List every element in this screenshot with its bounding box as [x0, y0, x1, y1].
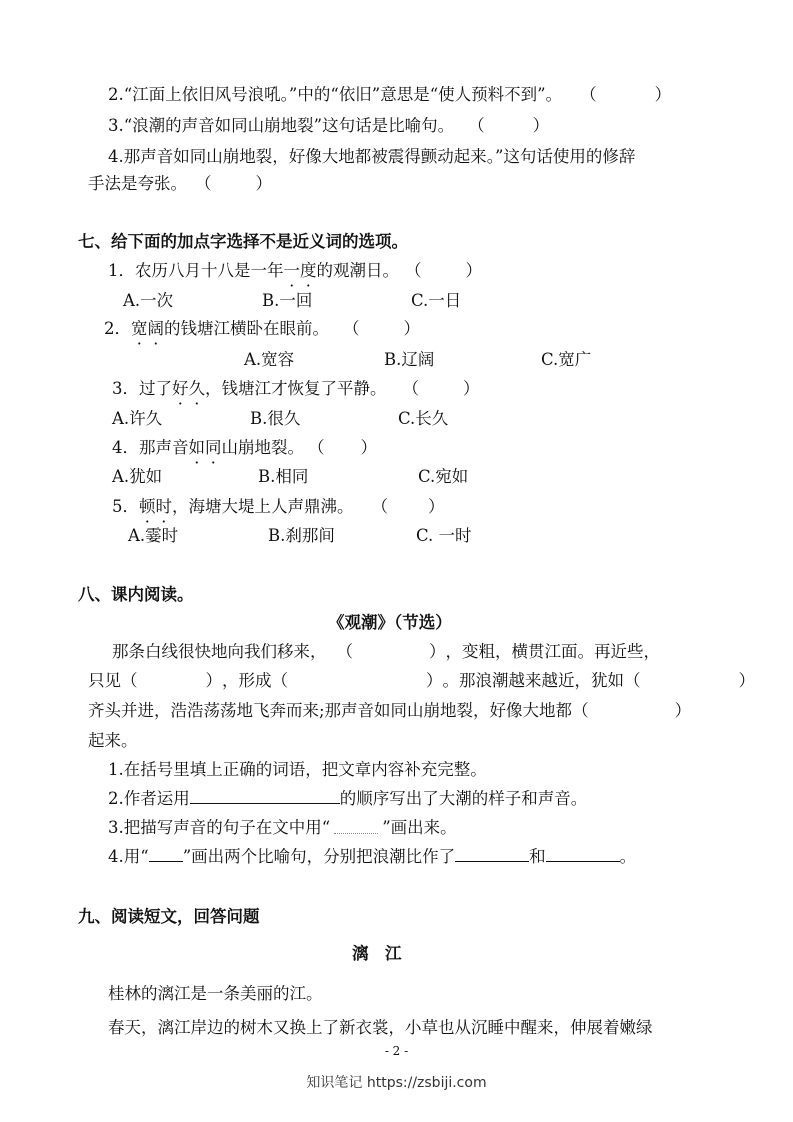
s6-q4-cont: 手法是夸张。 （ ） [88, 174, 272, 193]
s9-para-2: 春天，漓江岸边的树木又换上了新衣裳，小草也从沉睡中醒来，伸展着嫩绿 [108, 1018, 653, 1037]
passage-line-4: 起来。 [88, 731, 138, 750]
s7-q4-opt-b: B.相同 [258, 467, 309, 486]
answer-blank[interactable] [190, 788, 340, 804]
s7-q3-opt-b: B.很久 [250, 409, 301, 428]
s7-q2-opt-c: C.宽广 [541, 350, 592, 369]
s7-q4-opt-a: A.犹如 [112, 467, 163, 486]
passage-line-1: 那条白线很快地向我们移来， （ ），变粗，横贯江面。再近些， [112, 642, 660, 661]
footer-watermark[interactable]: 知识笔记 https://zsbiji.com [306, 1075, 487, 1091]
s8-q1: 1.在括号里填上正确的词语，把文章内容补充完整。 [108, 760, 487, 779]
answer-blank[interactable] [455, 846, 529, 862]
s7-q1-opt-a: A.一次 [123, 291, 174, 310]
s6-q3: 3.“浪潮的声音如同山崩地裂”这句话是比喻句。 （ ） [108, 116, 550, 135]
answer-blank[interactable] [546, 846, 620, 862]
s7-q3-opt-a: A.许久 [112, 409, 163, 428]
section7-title: 七、给下面的加点字选择不是近义词的选项。 [78, 232, 408, 251]
s8-q2: 2.作者运用 的顺序写出了大潮的样子和声音。 [108, 789, 588, 808]
s7-q5-opt-c: C. 一时 [416, 526, 472, 545]
s8-q3: 3.把描写声音的句子在文中用“ ”画出来。 [108, 818, 457, 837]
s7-q1: 1．农历八月十八是一年一度的观潮日。 （ ） [108, 261, 482, 280]
s7-q4-opt-c: C.宛如 [418, 467, 469, 486]
s7-q2: 2．宽阔的钱塘江横卧在眼前。 （ ） [104, 319, 420, 338]
s7-q5-opt-b: B.刹那间 [268, 526, 335, 545]
s7-q3-opt-c: C.长久 [398, 409, 449, 428]
straight-line-mark [149, 846, 183, 862]
s7-q1-opt-b: B.一回 [262, 291, 313, 310]
passage-line-2: 只见（ ），形成（ ）。那浪潮越来越近，犹如（ ） [88, 671, 755, 690]
section9-title: 九、阅读短文，回答问题 [78, 907, 260, 926]
passage-line-3: 齐头并进，浩浩荡荡地飞奔而来;那声音如同山崩地裂，好像大地都（ ） [88, 701, 692, 720]
passage-title: 《观潮》（节选） [328, 613, 452, 632]
passage-title-lijiang: 漓 江 [352, 944, 402, 963]
s6-q4: 4.那声音如同山崩地裂，好像大地都被震得颤动起来。”这句话使用的修辞 [108, 147, 636, 166]
section8-title: 八、课内阅读。 [78, 585, 194, 604]
s7-q4: 4．那声音如同山崩地裂。 （ ） [112, 438, 377, 457]
s7-q5: 5．顿时，海塘大堤上人声鼎沸。 （ ） [112, 497, 445, 516]
s7-q1-opt-c: C.一日 [411, 291, 462, 310]
s8-q4: 4.用“ ”画出两个比喻句，分别把浪潮比作了 和 。 [108, 847, 637, 866]
s7-q5-opt-a: A.霎时 [128, 526, 179, 545]
s7-q2-opt-a: A.宽容 [244, 350, 295, 369]
s9-para-1: 桂林的漓江是一条美丽的江。 [108, 984, 323, 1003]
wavy-line-mark [334, 823, 378, 834]
page-number: - 2 - [384, 1044, 409, 1058]
s7-q3: 3．过了好久，钱塘江才恢复了平静。 （ ） [112, 379, 480, 398]
s7-q2-opt-b: B.辽阔 [384, 350, 435, 369]
s6-q2: 2.“江面上依旧风号浪吼。”中的“依旧”意思是“使人预料不到”。 （ ） [108, 85, 672, 104]
